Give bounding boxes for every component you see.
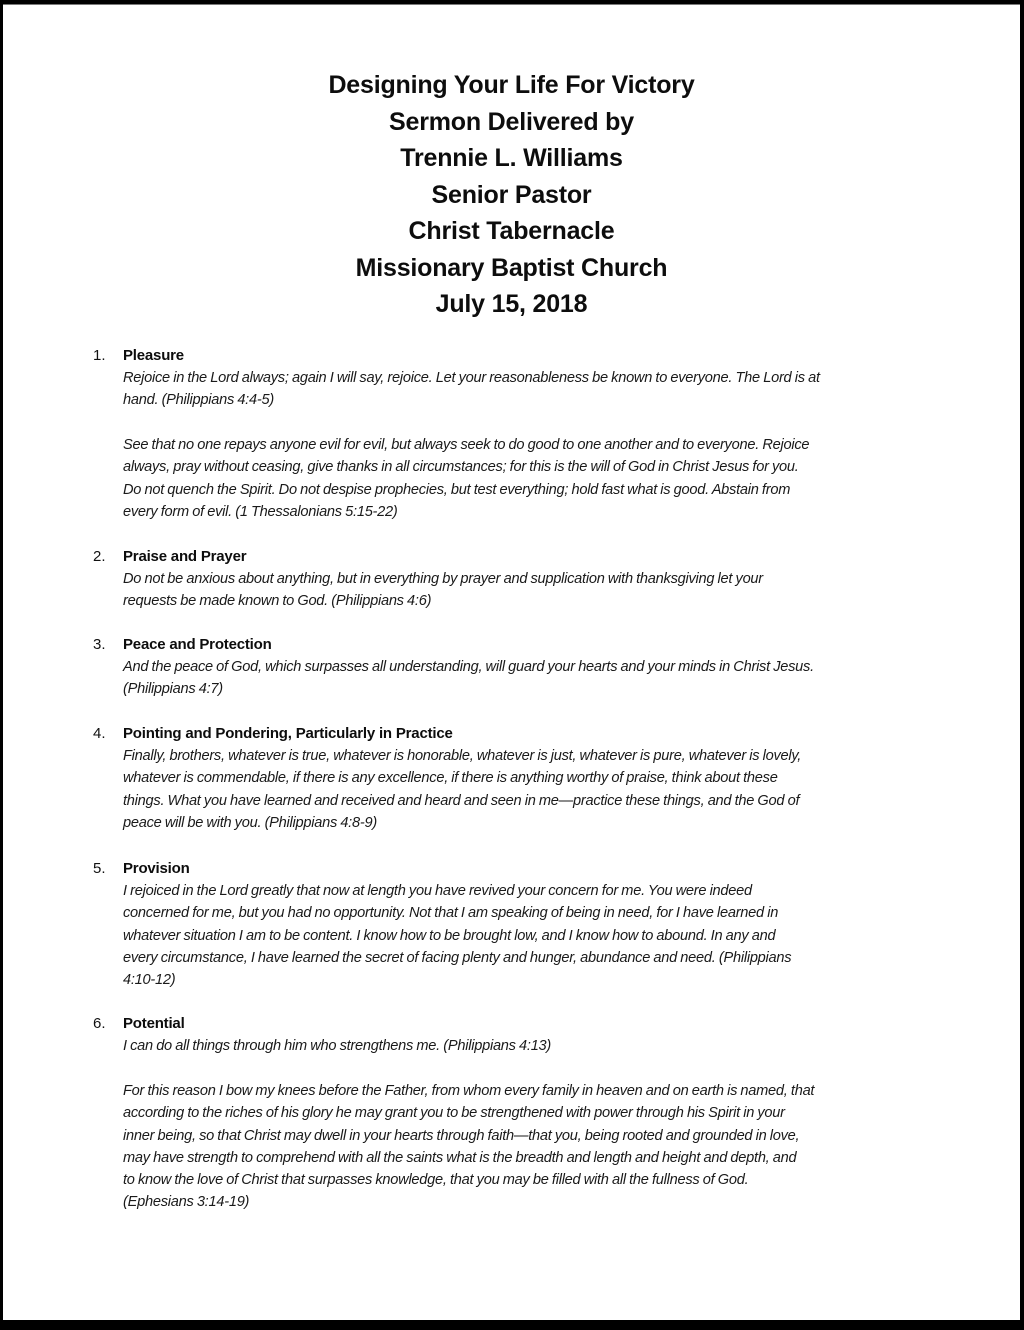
scripture-line: (Ephesians 3:14-19)	[123, 1194, 250, 1211]
scripture-paragraph	[123, 367, 973, 412]
scripture-line: hand. (Philippians 4:4-5)	[123, 392, 274, 409]
scripture-line: every circumstance, I have learned the secret of facing plenty and hunger, abundance and need. (Philippians	[123, 949, 792, 966]
scripture-line: And the peace of God, which surpasses all understanding, will guard your hearts and your minds in Christ Jesus.	[123, 659, 814, 675]
document-page	[3, 4, 1020, 1320]
scripture-line: to know the love of Christ that surpasses knowledge, that you may be filled with all the fullness of God.	[123, 1172, 749, 1189]
scripture-line: whatever is commendable, if there is any excellence, if there is anything worthy of praise, think about these	[123, 770, 778, 787]
scripture-line: things. What you have learned and received and heard and seen in me—practice these things, and the God of	[123, 792, 800, 809]
scripture-line: See that no one repays anyone evil for evil, but always seek to do good to one another and to everyone. Rejoice	[123, 437, 810, 453]
author-name: Trennie L. Williams	[400, 144, 623, 172]
scripture-line: Finally, brothers, whatever is true, whatever is honorable, whatever is just, whatever is pure, whatever is lovely,	[123, 748, 802, 764]
scripture-line: concerned for me, but you had no opportunity. Not that I am speaking of being in need, for I have learned in	[123, 905, 779, 922]
item-heading: Provision	[123, 860, 190, 877]
church-name-line2: Missionary Baptist Church	[355, 253, 668, 282]
sermon-title-block	[3, 67, 1020, 323]
item-heading: Pleasure	[123, 347, 184, 364]
scripture-line: according to the riches of his glory he may grant you to be strengthened with power through his Spirit in your	[123, 1105, 785, 1122]
scripture-line: I can do all things through him who strengthens me. (Philippians 4:13)	[123, 1038, 552, 1054]
scripture-line: Rejoice in the Lord always; again I will say, rejoice. Let your reasonableness be known to everyone. The Lord is at	[123, 370, 820, 386]
item-heading: Potential	[123, 1015, 185, 1032]
item-number: 5.	[93, 860, 106, 877]
item-number: 1.	[93, 347, 106, 364]
scripture-paragraph	[123, 568, 973, 613]
scripture-line: requests be made known to God. (Philippians 4:6)	[123, 593, 432, 610]
scripture-paragraph	[123, 1035, 973, 1057]
scripture-paragraph	[123, 1080, 973, 1214]
item-number: 4.	[93, 725, 106, 742]
scripture-line: Do not be anxious about anything, but in everything by prayer and supplication with thanksgiving let your	[123, 571, 763, 587]
scripture-paragraph	[123, 656, 973, 701]
scripture-paragraph	[123, 745, 973, 834]
scripture-paragraph	[123, 434, 973, 523]
sermon-subtitle: Sermon Delivered by	[389, 107, 634, 136]
church-name-line1: Christ Tabernacle	[408, 217, 615, 245]
item-number: 2.	[93, 548, 106, 565]
item-heading: Praise and Prayer	[123, 548, 247, 565]
scripture-line: every form of evil. (1 Thessalonians 5:15-22)	[123, 503, 398, 520]
scripture-line: inner being, so that Christ may dwell in your hearts through faith—that you, being rooted and grounded in love,	[123, 1127, 800, 1144]
scripture-line: always, pray without ceasing, give thanks in all circumstances; for this is the will of God in Christ Jesus for you.	[123, 459, 799, 476]
scripture-line: Do not quench the Spirit. Do not despise prophecies, but test everything; hold fast what is good. Abstain from	[123, 481, 791, 498]
scripture-line: peace will be with you. (Philippians 4:8-9)	[123, 814, 377, 831]
item-heading: Peace and Protection	[123, 636, 272, 653]
scripture-line: For this reason I bow my knees before the Father, from whom every family in heaven and on earth is named, that	[123, 1083, 815, 1099]
scripture-line: may have strength to comprehend with all the saints what is the breadth and length and height and depth, and	[123, 1149, 797, 1166]
item-number: 6.	[93, 1015, 106, 1032]
author-role: Senior Pastor	[431, 180, 592, 209]
item-number: 3.	[93, 636, 106, 653]
scripture-paragraph	[123, 880, 973, 991]
scripture-line: (Philippians 4:7)	[123, 681, 223, 698]
sermon-date: July 15, 2018	[435, 290, 588, 318]
item-heading: Pointing and Pondering, Particularly in Practice	[123, 725, 453, 742]
scripture-line: whatever situation I am to be content. I know how to be brought low, and I know how to abound. In any and	[123, 927, 776, 944]
scripture-line: I rejoiced in the Lord greatly that now at length you have revived your concern for me. You were indeed	[123, 883, 752, 899]
sermon-title: Designing Your Life For Victory	[328, 71, 695, 99]
scripture-line: 4:10-12)	[123, 972, 176, 989]
